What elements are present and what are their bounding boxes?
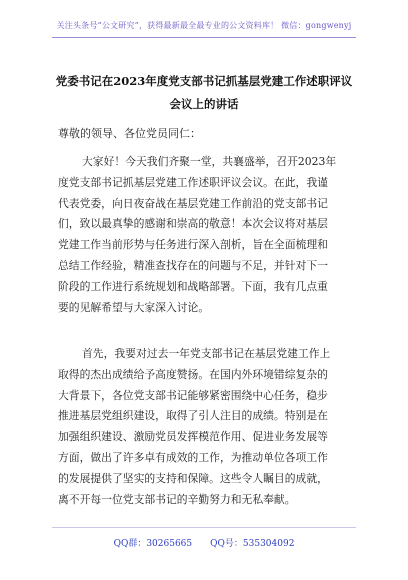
title-line-1: 党委书记在2023年度党支部书记抓基层党建工作述职评议 (55, 74, 353, 88)
footer-qq-group: QQ群：30265665 (113, 539, 193, 549)
header-divider (52, 37, 356, 38)
paragraph-line: 推进基层党组织建设，取得了引人注目的成绩。特别是在 (58, 409, 328, 423)
paragraph-line: 加强组织建设、激励党员发挥模范作用、促进业务发展等 (58, 430, 328, 444)
title-line-2: 会议上的讲话 (169, 97, 239, 111)
paragraph-line: 的发展提供了坚实的支持和保障。这些令人瞩目的成就， (58, 471, 328, 485)
paragraph-line: 首先，我要对过去一年党支部书记在基层党建工作上 (82, 347, 331, 360)
paragraph-first-point (58, 344, 354, 510)
salutation: 尊敬的领导、各位党员同仁： (58, 127, 201, 140)
footer-qq-number: QQ号：535304092 (210, 539, 295, 549)
paragraph-line: 总结工作经验，精准查找存在的问题与不足，并针对下一 (58, 258, 328, 272)
footer-divider (52, 527, 356, 528)
paragraph-line: 代表党委，向日夜奋战在基层党建工作前沿的党支部书记 (58, 196, 328, 210)
paragraph-opening (58, 152, 354, 318)
paragraph-line: 大背景下，各位党支部书记能够紧密围绕中心任务，稳步 (58, 388, 328, 402)
paragraph-line: 取得的杰出成绩给予高度赞扬。在国内外环境错综复杂的 (58, 367, 328, 381)
paragraph-line: 离不开每一位党支部书记的辛勤努力和无私奉献。 (58, 492, 296, 506)
paragraph-line: 们，致以最真挚的感谢和崇高的敬意！本次会议将对基层 (58, 217, 328, 231)
header-banner: 关注头条号“公文研究”，获得最新最全最专业的公文资料库！ 微信：gongwenyj (56, 21, 352, 30)
paragraph-line: 要的见解希望与大家深入讨论。 (58, 300, 210, 314)
paragraph-line: 党建工作当前形势与任务进行深入剖析，旨在全面梳理和 (58, 238, 328, 252)
paragraph-line: 大家好！今天我们齐聚一堂，共襄盛举，召开2023年 (82, 155, 337, 168)
document-title (40, 70, 368, 116)
paragraph-line: 阶段的工作进行系统规划和战略部署。下面，我有几点重 (58, 279, 328, 293)
paragraph-line: 方面，做出了许多卓有成效的工作，为推动单位各项工作 (58, 450, 328, 464)
footer-contact (0, 536, 408, 549)
paragraph-line: 度党支部书记抓基层党建工作述职评议会议。在此，我谨 (58, 175, 328, 189)
